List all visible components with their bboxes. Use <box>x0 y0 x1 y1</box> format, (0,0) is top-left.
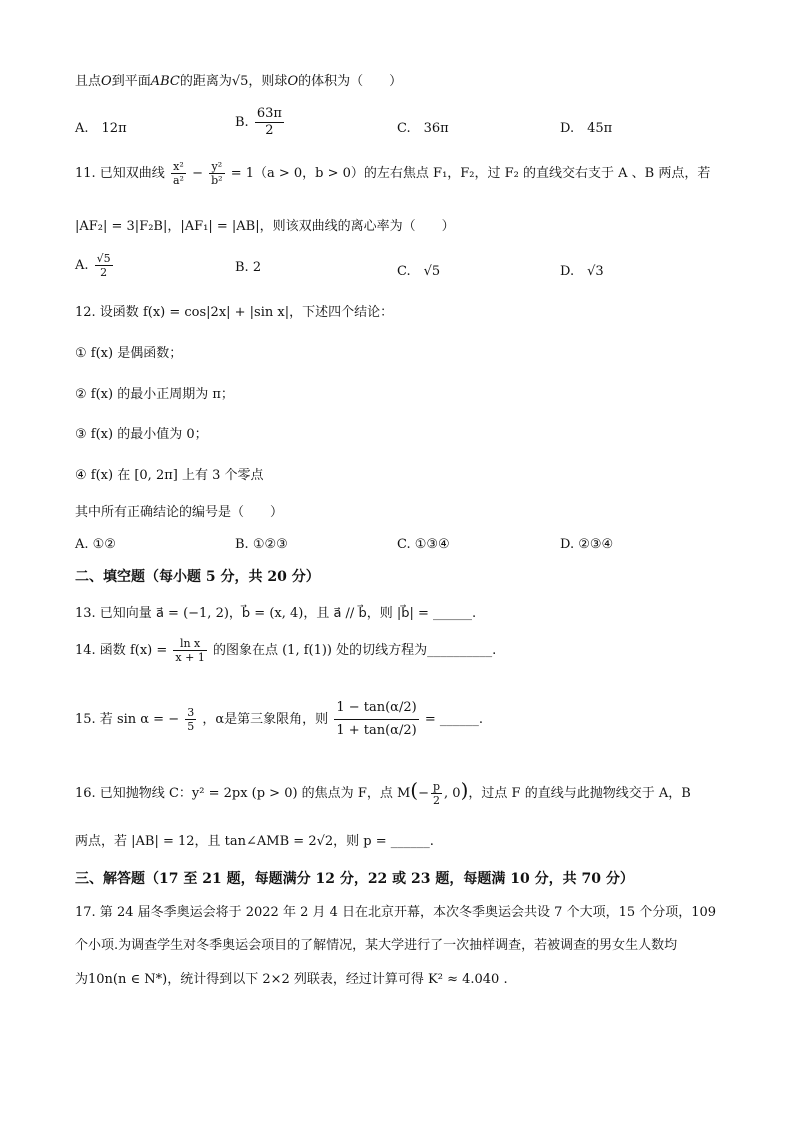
q11-option-d: D. √3 <box>560 264 604 279</box>
q13-stem: 13. 已知向量 a⃗ = (−1, 2)，b⃗ = (x, 4)，且 a⃗ // b⃗，则 |b⃗| = ______. <box>75 606 477 621</box>
q11-option-a: A. $\frac{√5}{2}$ <box>75 252 111 279</box>
q10-option-d: D. 45π <box>560 121 613 136</box>
q17-line-2: 个小项.为调查学生对冬季奥运会项目的了解情况，某大学进行了一次抽样调查，若被调查的男女生人数均 <box>75 938 678 953</box>
q12-option-b: B. ①②③ <box>235 537 288 552</box>
q12-option-c: C. ①③④ <box>397 537 450 552</box>
q16-stem-line2: 两点，若 |AB| = 12，且 tan∠AMB = 2√2，则 p = ______. <box>75 834 434 849</box>
q10-option-c: C. 36π <box>397 121 449 136</box>
q11-option-c: C. √5 <box>397 264 441 279</box>
q12-statement-3: ③ f(x) 的最小值为 0； <box>75 427 208 442</box>
q10-stem: 且点O到平面ABC的距离为√5，则球O的体积为（ ） <box>75 74 403 89</box>
q12-question: 其中所有正确结论的编号是（ ） <box>75 505 284 520</box>
q11-stem-line2: |AF₂| = 3|F₂B|，|AF₁| = |AB|，则该双曲线的离心率为（ ） <box>75 219 455 234</box>
q12-statement-1: ① f(x) 是偶函数； <box>75 346 183 361</box>
q10-option-a: A. 12π <box>75 121 127 136</box>
q12-statement-4: ④ f(x) 在 [0, 2π] 上有 3 个零点 <box>75 468 264 483</box>
q12-stem: 12. 设函数 f(x) = cos|2x| + |sin x|，下述四个结论： <box>75 305 394 320</box>
q16-stem-line1: 16. 已知抛物线 C：y² = 2px (p > 0) 的焦点为 F，点 M(− $\frac{p}{2}$ , 0)，过点 F 的直线与此抛物线交于 A，B <box>75 778 691 807</box>
section-2-heading: 二、填空题（每小题 5 分，共 20 分） <box>75 569 320 585</box>
q11-stem-line1: 11. 已知双曲线 $\frac{\text{x²}}{\text{a²}}$ − $\frac{\text{y²}}{\text{b²}}$ = 1（a > 0，b > 0）的左右焦点 F₁，F₂，过 F₂ 的直线交右支于 A 、B 两点，若 <box>75 160 711 187</box>
q11-option-b: B. 2 <box>235 260 262 275</box>
section-3-heading: 三、解答题（17 至 21 题，每题满分 12 分，22 或 23 题，每题满 10 分，共 70 分） <box>75 871 634 887</box>
q14-stem: 14. 函数 f(x) = $\frac{\text{ln x}}{x + 1}$ 的图象在点 (1, f(1)) 处的切线方程为__________. <box>75 637 497 664</box>
q15-stem: 15. 若 sin α = − $\frac{3}{5}$ ，α是第三象限角，则 $\frac{1 - \tan(\alpha/2)}{1 + \tan(\alpha/2)}$ = ______. <box>75 688 483 752</box>
q12-option-a: A. ①② <box>75 537 116 552</box>
q17-line-3: 为10n(n ∈ N*)，统计得到以下 2×2 列联表，经过计算可得 K² ≈ 4.040 . <box>75 972 508 987</box>
q12-statement-2: ② f(x) 的最小正周期为 π； <box>75 387 234 402</box>
q17-line-1: 17. 第 24 届冬季奥运会将于 2022 年 2 月 4 日在北京开幕，本次冬季奥运会共设 7 个大项，15 个分项，109 <box>75 905 717 920</box>
q12-option-d: D. ②③④ <box>560 537 614 552</box>
q10-option-b: B. $\frac{63\pi}{2}$ <box>235 106 282 138</box>
